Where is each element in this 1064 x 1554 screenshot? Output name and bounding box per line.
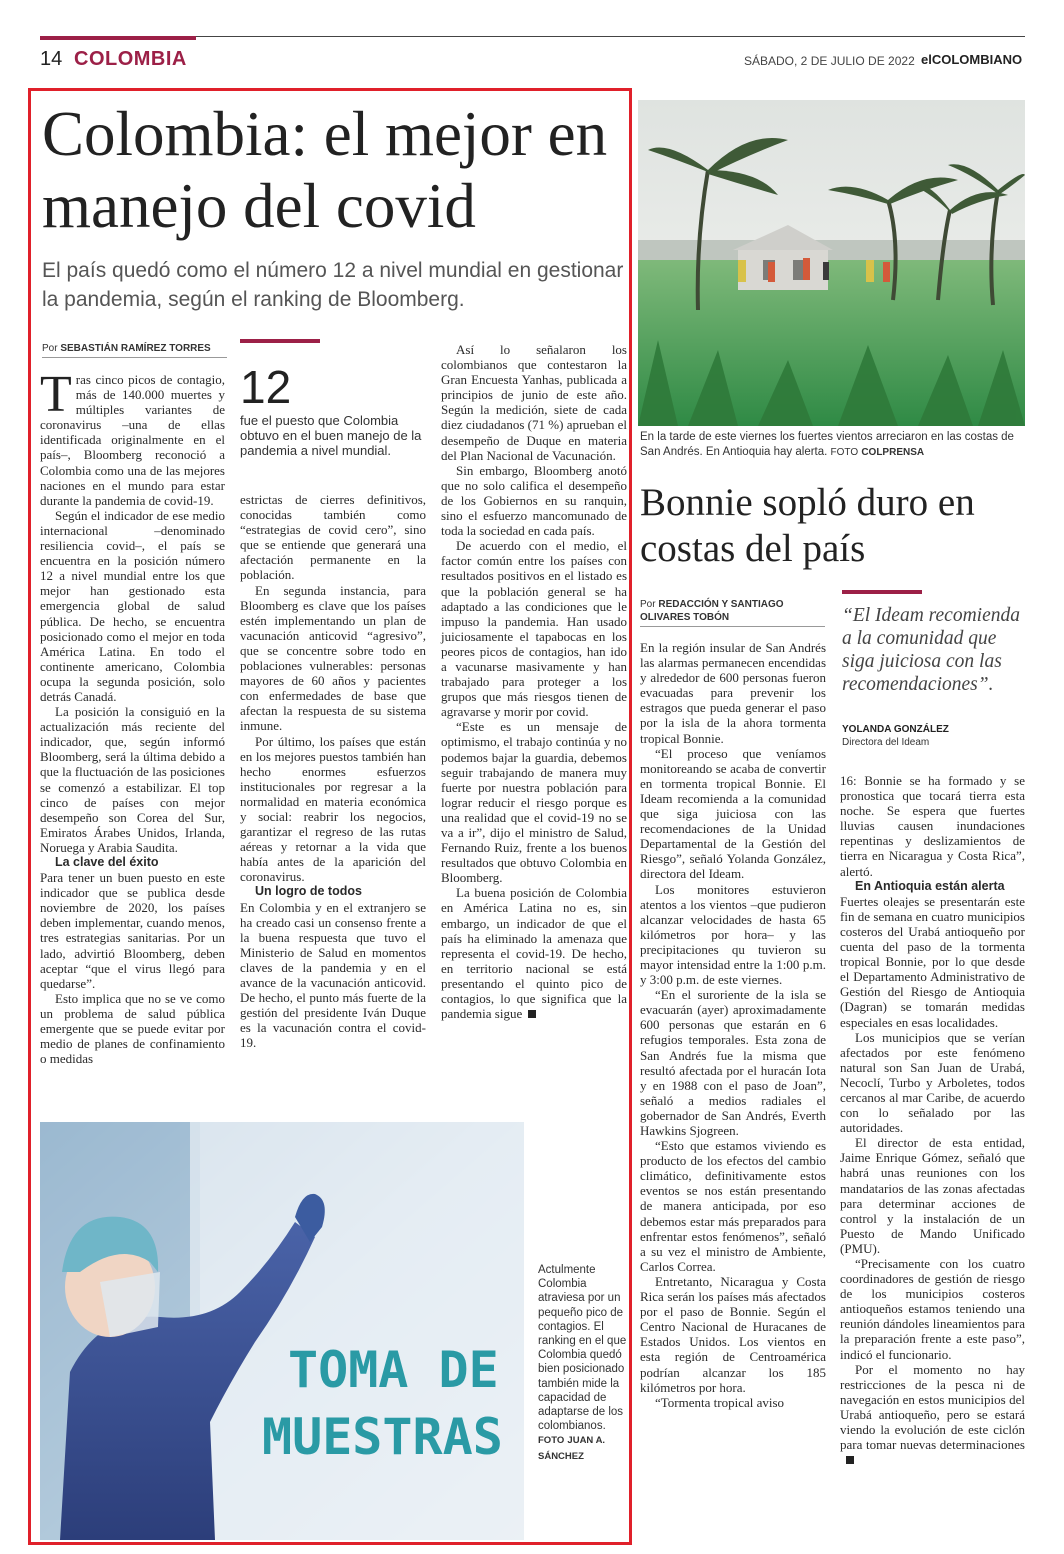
article1-column-2 bbox=[240, 492, 426, 1050]
testing-photo-caption: Actulmente Colombia atraviesa por un pequeño pico de contagios. El ranking en el que Colombia quedó bien posicionado también mide la capacidad de adaptarse de los colombianos. FOTO JUAN A. SÁNCHEZ bbox=[538, 1264, 627, 1462]
photo-credit-label: FOTO bbox=[538, 1435, 565, 1447]
testing-photo bbox=[40, 1122, 524, 1540]
paragraph: Según el indicador de ese medio internacional –denominado resiliencia covid–, el país se encuentra en la posición número 12 a nivel mundial entre los que mejor han gestionado esta emergencia global de salud pública. De hecho, se encuentra posicionado como el mejor en toda América Latina. En todo el continente americano, Colombia ocupa la segunda posición, solo detrás Canadá. bbox=[40, 507, 225, 704]
paragraph: Para tener un buen puesto en este indicador que se publica desde noviembre de 2020, los países deben implementar, cuando menos, tres estrategias sanitarias. Por un lado, advirtió Bloomberg, deben aceptar “que el virus llegó para quedarse”. bbox=[40, 870, 225, 991]
page-number: 14 bbox=[40, 48, 63, 70]
byline-name: REDACCIÓN Y SANTIAGO OLIVARES TOBÓN bbox=[640, 599, 784, 623]
svg-text:MUESTRAS: MUESTRAS bbox=[262, 1408, 503, 1466]
paragraph: “El proceso que veníamos monitoreando se acaba de convertir en tormenta tropical Bonnie. El Ideam recomienda a la comunidad que siga juiciosa con las recomendaciones de la Unidad Departamental de la Gestión del Riesgo”, señaló Yolanda González, directora del Ideam. bbox=[640, 745, 826, 882]
section-accent-bar bbox=[40, 36, 196, 40]
pull-quote: “El Ideam recomienda a la comunidad que siga juiciosa con las recomendaciones”. bbox=[842, 605, 1020, 695]
paragraph: El director de esta entidad, Jaime Enrique Gómez, señaló que habrá unas reuniones con los mandatarios de las zonas afectadas para determinar acciones de control y la instalación de un Puesto de Mando Unificado (PMU). bbox=[840, 1135, 1025, 1256]
article1-column-1 bbox=[40, 366, 225, 1067]
paragraph: Por último, los países que están en los mejores puestos también han hecho enormes esfuerzos institucionales por regresar a la normalidad en materia económica y social: reabrir los negocios, garantizar el regreso de las rutas aéreas y retornar a la vida que había antes de la aparición del coronavirus. bbox=[240, 733, 426, 885]
storm-photo-caption: En la tarde de este viernes los fuertes vientos arreciaron en las costas de San Andrés. En Antioquia hay alerta. FOTO COLPRENSA bbox=[640, 431, 1014, 458]
subhead: La clave del éxito bbox=[55, 855, 159, 869]
paragraph: En Colombia y en el extranjero se ha creado casi un consenso frente a la buena respuesta que tuvo el Ministerio de Salud en momentos claves de la pandemia y en el avance de la vacunación anticovid. De hecho, el punto más fuerte de la gestión del presidente Iván Duque es la vacunación contra el covid-19. bbox=[240, 899, 426, 1051]
stat-number: 12 bbox=[240, 361, 292, 413]
byline-rule bbox=[640, 626, 825, 627]
paragraph: La buena posición de Colombia en América Latina no es, sin embargo, un indicador de que el país ha eliminado la amenaza que representa el covid-19. De hecho, en territorio nacional se está presentando el quinto pico de contagios, lo que significa que la pandemia sigue bbox=[441, 885, 627, 1022]
stat-accent-bar bbox=[240, 339, 320, 343]
article1-headline: Colombia: el mejor en manejo del covid bbox=[42, 99, 608, 241]
quote-attribution-role: Directora del Ideam bbox=[842, 737, 930, 748]
article2-byline bbox=[640, 598, 825, 624]
svg-text:TOMA DE: TOMA DE bbox=[288, 1341, 499, 1399]
photo-credit-label: FOTO bbox=[830, 447, 859, 458]
paragraph: Entretanto, Nicaragua y Costa Rica serán los países más afectados por el paso de Bonnie. Según el Centro Nacional de Huracanes de Estados Unidos. Los vientos en esta región de Centroamérica podrían alcanzar los 185 kilómetros por hora. bbox=[640, 1273, 826, 1395]
stat-caption: fue el puesto que Colombia obtuvo en el buen manejo de la pandemia a nivel mundial. bbox=[240, 413, 422, 458]
storm-photo bbox=[638, 100, 1025, 426]
paragraph: Los monitores estuvieron atentos a los vientos –que pudieron alcanzar velocidades de hasta 65 kilómetros por hora– y las precipitaciones qu tuvieron su mayor intensidad entre la 1:00 p.m. y 3:00 p.m. de este viernes. bbox=[640, 881, 826, 988]
paragraph: estrictas de cierres definitivos, conocidas también como “estrategias de covid cero”, sino que se entiende que generará una afectación permanente en la población. bbox=[240, 492, 426, 583]
byline-prefix: Por bbox=[42, 343, 58, 354]
paragraph: “Precisamente con los cuatro coordinadores de gestión de riesgo de los municipios costeros antioqueños estamos teniendo una reunión dándoles lineamientos para la preparación frente a este paso”, indicó el funcionario. bbox=[840, 1256, 1025, 1362]
quote-accent-bar bbox=[842, 590, 922, 594]
paragraph: “Este es un mensaje de optimismo, el trabajo continúa y no podemos bajar la guardia, debemos seguir trabajando de manera muy fuerte por nuestra población para lograr reducir el riesgo porque es una realidad que el covid-19 no se va a ir”, dijo el ministro de Salud, Fernando Ruiz, frente a los buenos resultados que obtuvo Colombia en Bloomberg. bbox=[441, 719, 627, 886]
subhead: Un logro de todos bbox=[255, 884, 362, 899]
end-mark bbox=[528, 1010, 536, 1018]
photo-credit: JUAN A. SÁNCHEZ bbox=[538, 1435, 606, 1462]
subhead: En Antioquia están alerta bbox=[855, 878, 1005, 893]
paragraph: Por el momento no hay restricciones de la pesca ni de navegación en estos municipios del Urabá antioqueño, pero se estará viendo la evolución de este ciclón para tomar nuevas determinaciones bbox=[840, 1362, 1025, 1468]
paragraph: Los municipios que se verían afectados por este fenómeno natural son San Juan de Urabá, Necoclí, Turbo y Arboletes, todos cercanos al mar Caribe, de acuerdo con lo señalado por las autoridades. bbox=[840, 1029, 1025, 1136]
paragraph: “Esto que estamos viviendo es producto de los efectos del cambio climático, definitivamente estos eventos se nos están presentando de manera anticipada, por eso debemos estar más preparados para enfrentar estos fenómenos”, señaló a su vez el ministro de Ambiente, Carlos Correa. bbox=[640, 1138, 826, 1274]
byline-name: SEBASTIÁN RAMÍREZ TORRES bbox=[60, 343, 211, 354]
paragraph: En segunda instancia, para Bloomberg es clave que los países estén implementando un plan de vacunación anticovid “agresivo”, que se concentre sobre todo en poblaciones vulnerables: personas mayores de 60 años y pacientes con enfermedades de base que afectan la respuesta de su sistema inmune. bbox=[240, 582, 426, 734]
byline-rule bbox=[42, 357, 227, 358]
section-title: COLOMBIA bbox=[74, 48, 187, 70]
paragraph: Fuertes oleajes se presentarán este fin de semana en cuatro municipios costeros del Urabá antioqueño por cuenta del paso de la tormenta tropical Bonnie, por lo que desde el Departamento Administrativo de Gestión del Riesgo de Antioquia (Dagran) se tomarán medidas especiales en esas localidades. bbox=[840, 893, 1025, 1030]
paragraph: Tras cinco picos de contagio, más de 140.000 muertes y múltiples variantes de coronavirus –una de ellas identificada originalmente en el país–, Bloomberg reconoció a Colombia como una de las mejores naciones en el mundo para estar durante la pandemia de covid-19. bbox=[40, 366, 225, 508]
newspaper-brand: elCOLOMBIANO bbox=[921, 52, 1023, 67]
dropcap: T bbox=[40, 366, 72, 423]
paragraph: Esto implica que no se ve como un problema de salud pública emergente que se puede evitar por medio de planes de confinamiento o medidas bbox=[40, 990, 225, 1067]
paragraph: En la región insular de San Andrés las alarmas permanecen encendidas y alrededor de 600 personas fueron evacuadas para prevenir los estragos que pueda generar el paso por la isla de la ahora tormenta tropical Bonnie. bbox=[640, 640, 826, 746]
issue-date: SÁBADO, 2 DE JULIO DE 2022 bbox=[744, 54, 915, 68]
paragraph: De acuerdo con el medio, el factor común entre los países con resultados positivos en el listado es que la población general se ha adaptado a las condiciones que le impuso la pandemia. Han usado juiciosamente el tapabocas en los peores picos de contagios, han ido a vacunarse masivamente y han trabajado para proteger a los grupos que más riesgos tienen de agravarse y morir por covid. bbox=[441, 538, 627, 720]
quote-attribution-name: YOLANDA GONZÁLEZ bbox=[842, 724, 949, 735]
article2-column-2 bbox=[840, 773, 1025, 1467]
paragraph: “Tormenta tropical aviso bbox=[655, 1394, 785, 1410]
end-mark bbox=[846, 1456, 854, 1464]
byline-prefix: Por bbox=[640, 599, 656, 610]
article1-byline bbox=[42, 343, 211, 354]
paragraph: Así lo señalaron los colombianos que contestaron la Gran Encuesta Yanhas, publicada a principios de junio de este año. Según la medición, siete de cada diez ciudadanos (71 %) aprueban el desempeño de Duque en materia del Plan Nacional de Vacunación. bbox=[441, 342, 627, 463]
paragraph: Sin embargo, Bloomberg anotó que no solo califica el desempeño de los Gobiernos en su ranquin, sino el esfuerzo mancomunado de toda la sociedad en cada país. bbox=[441, 462, 627, 539]
article2-column-1 bbox=[640, 640, 826, 1410]
article1-deck: El país quedó como el número 12 a nivel mundial en gestionar la pandemia, según el ranking de Bloomberg. bbox=[42, 259, 624, 311]
photo-credit: COLPRENSA bbox=[861, 447, 925, 458]
article2-headline: Bonnie sopló duro en costas del país bbox=[640, 481, 975, 570]
article1-column-3 bbox=[441, 342, 627, 1021]
paragraph: 16: Bonnie se ha formado y se pronostica que tocará tierra esta noche. Se espera que fuertes lluvias causen inundaciones repentinas y deslizamientos de tierra en Nicaragua y Costa Rica”, alertó. bbox=[840, 773, 1025, 879]
paragraph: La posición la consiguió en la actualización más reciente del indicador, que, según informó Bloomberg, será la última debido a que la fluctuación de las posiciones se comenzó a estabilizar. El top cinco de países con mejor desempeño son Corea del Sur, Emiratos Árabes Unidos, Irlanda, Noruega y Arabia Saudita. bbox=[40, 704, 225, 855]
paragraph: “En el suroriente de la isla se evacuarán (ayer) aproximadamente 600 personas que estarán en 6 refugios temporales. Esta zona de San Andrés fue la misma que resultó afectada por el huracán Iota y en 1988 con el paso de Joan”, señaló a medios radiales el gobernador de San Andrés, Everth Hawkins Sjogreen. bbox=[640, 987, 826, 1138]
